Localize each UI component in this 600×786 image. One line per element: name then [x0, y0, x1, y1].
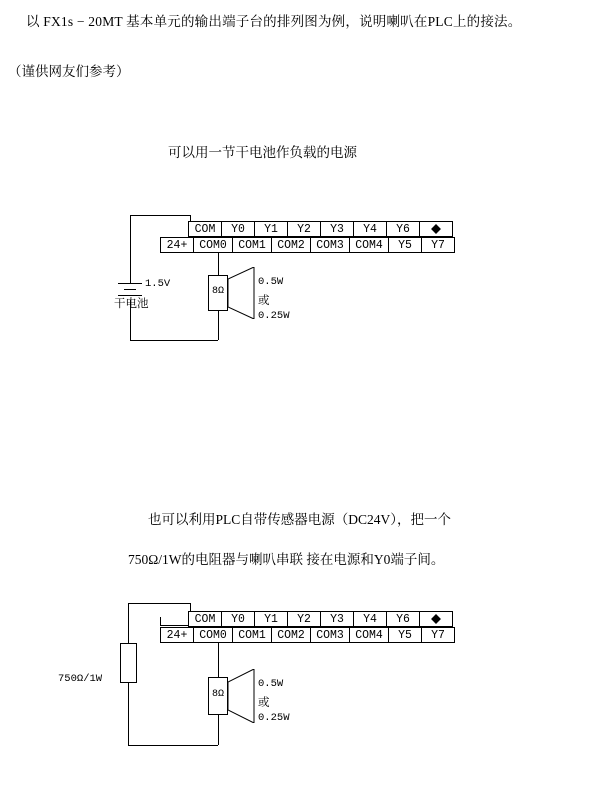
terminal-cell[interactable]: Y0 [221, 611, 255, 627]
battery-name-label: 干电池 [114, 298, 149, 310]
terminal-cell[interactable]: 24+ [160, 627, 194, 643]
wire-speaker-bottom [218, 310, 219, 340]
terminal-cell[interactable]: COM4 [349, 627, 389, 643]
battery-voltage-label: 1.5V [145, 278, 171, 290]
terminal-cell[interactable]: Y6 [386, 221, 420, 237]
terminal-cell[interactable]: Y5 [388, 237, 422, 253]
terminal-cell[interactable]: Y4 [353, 221, 387, 237]
terminal-cell[interactable]: COM [188, 221, 222, 237]
speaker-horn-icon [228, 267, 256, 319]
diagram1-caption: 可以用一节干电池作负载的电源 [168, 145, 357, 160]
terminal-cell[interactable]: COM2 [271, 627, 311, 643]
speaker-horn-icon-2 [228, 669, 256, 723]
terminal-cell[interactable]: Y5 [388, 627, 422, 643]
diamond-icon [431, 614, 441, 624]
terminal-row-top-1 [188, 221, 454, 237]
wire2-top-horizontal [128, 603, 190, 604]
intro-line-1: 以 FX1s − 20MT 基本单元的输出端子台的排列图为例，说明喇叭在PLC上的接法。 [26, 14, 522, 29]
power-rating-2: 0.25W [258, 310, 290, 322]
terminal-row-top-2 [188, 611, 454, 627]
diagram2-caption-line-1: 也可以利用PLC自带传感器电源（DC24V），把一个 [148, 512, 452, 527]
terminal-cell[interactable]: Y3 [320, 611, 354, 627]
terminal-cell[interactable]: COM3 [310, 627, 350, 643]
terminal-cell[interactable]: Y3 [320, 221, 354, 237]
wire-top-horizontal [130, 215, 190, 216]
terminal-row-bottom-2 [160, 627, 454, 643]
terminal-cell[interactable]: Y7 [421, 627, 455, 643]
terminal-cell[interactable]: Y2 [287, 611, 321, 627]
speaker-impedance-label-2: 8Ω [211, 689, 224, 700]
terminal-cell[interactable]: COM1 [232, 237, 272, 253]
terminal-cell[interactable]: COM1 [232, 627, 272, 643]
terminal-row-bottom-1 [160, 237, 454, 253]
wire2-bottom-horizontal [128, 745, 218, 746]
wire-left-vertical [130, 215, 131, 283]
resistor-value-label: 750Ω/1W [58, 673, 103, 685]
terminal-cell[interactable]: COM3 [310, 237, 350, 253]
terminal-cell[interactable]: 24+ [160, 237, 194, 253]
wire2-speaker-bottom [218, 715, 219, 745]
terminal-block-2 [160, 611, 454, 643]
terminal-cell-marker[interactable] [419, 611, 453, 627]
terminal-cell[interactable]: COM2 [271, 237, 311, 253]
terminal-cell[interactable]: Y0 [221, 221, 255, 237]
power-rating-1-d2: 0.5W [258, 678, 284, 690]
terminal-cell[interactable]: Y4 [353, 611, 387, 627]
speaker-body [208, 275, 228, 311]
terminal-cell[interactable]: COM0 [193, 237, 233, 253]
resistor-body [120, 643, 137, 683]
terminal-cell[interactable]: COM0 [193, 627, 233, 643]
terminal-cell[interactable]: COM [188, 611, 222, 627]
diagram2-caption-line-2: 750Ω/1W的电阻器与喇叭串联 接在电源和Y0端子间。 [128, 552, 445, 567]
terminal-block-1 [160, 221, 454, 253]
terminal-cell[interactable]: Y2 [287, 221, 321, 237]
power-or-label-2: 或 [258, 697, 270, 709]
power-rating-1: 0.5W [258, 276, 284, 288]
terminal-cell[interactable]: Y1 [254, 221, 288, 237]
speaker-impedance-label: 8Ω [211, 286, 224, 297]
diamond-icon [431, 224, 441, 234]
terminal-cell-marker[interactable] [419, 221, 453, 237]
terminal-cell[interactable]: COM4 [349, 237, 389, 253]
wire-bottom-horizontal [130, 340, 218, 341]
power-rating-2-d2: 0.25W [258, 712, 290, 724]
intro-line-2: （谨供网友们参考） [8, 64, 130, 79]
wire2-to-24v-terminal [190, 603, 191, 611]
speaker-body-2 [208, 677, 228, 715]
power-or-label-1: 或 [258, 295, 270, 307]
terminal-cell[interactable]: Y6 [386, 611, 420, 627]
diagram-resistor-speaker [0, 585, 600, 775]
terminal-cell[interactable]: Y1 [254, 611, 288, 627]
diagram-battery-speaker [0, 195, 600, 375]
terminal-cell[interactable]: Y7 [421, 237, 455, 253]
